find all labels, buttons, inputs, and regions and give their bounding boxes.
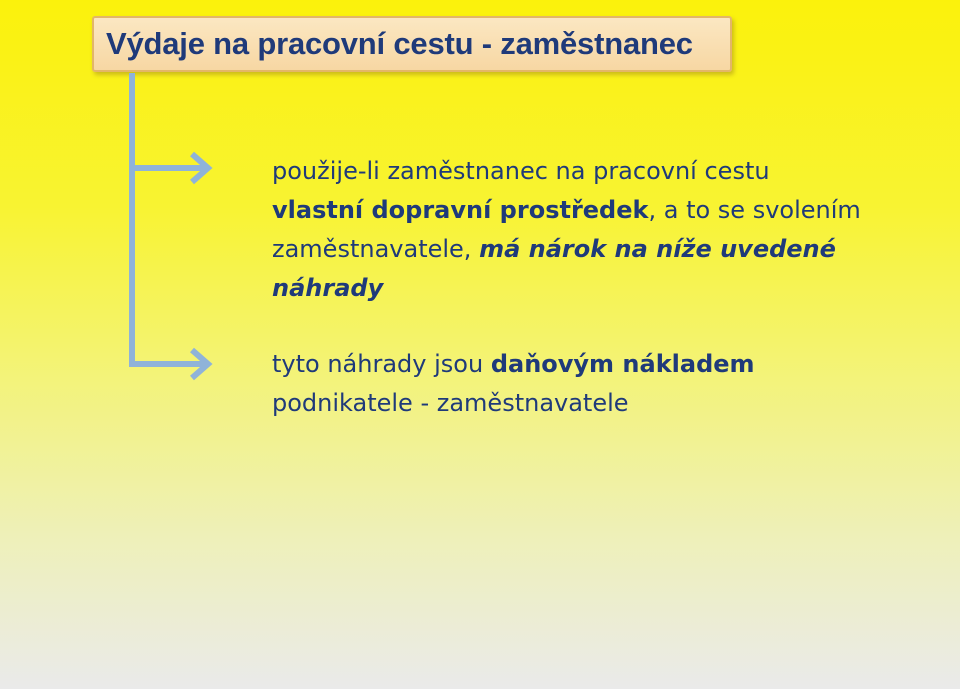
- tax-cost-text: daňovým nákladem: [490, 350, 755, 378]
- text-line: [272, 191, 912, 230]
- slide-title-box: [92, 16, 732, 72]
- own-vehicle-text: vlastní dopravní prostředek: [272, 196, 649, 224]
- text-line: použije-li zaměstnanec na pracovní cestu: [272, 157, 770, 185]
- text-line: [272, 345, 912, 384]
- arrow-icon-bottom: [132, 350, 208, 378]
- entitlement-text: má nárok na níže uvedené: [479, 235, 836, 263]
- text-line: [272, 230, 912, 269]
- text-block-tax-cost: [272, 345, 912, 423]
- consent-text: , a to se svolením: [648, 196, 861, 224]
- reimbursement-text: náhrady: [272, 274, 384, 302]
- reimbursement-intro-text: tyto náhrady jsou: [272, 350, 491, 378]
- arrow-icon-top: [132, 154, 208, 182]
- text-block-vehicle-use: [272, 152, 912, 308]
- bracket-connector: [110, 72, 240, 382]
- employer-line: podnikatele - zaměstnavatele: [272, 389, 629, 417]
- slide-title: Výdaje na pracovní cestu - zaměstnanec: [106, 26, 693, 61]
- employer-text: zaměstnavatele,: [272, 235, 480, 263]
